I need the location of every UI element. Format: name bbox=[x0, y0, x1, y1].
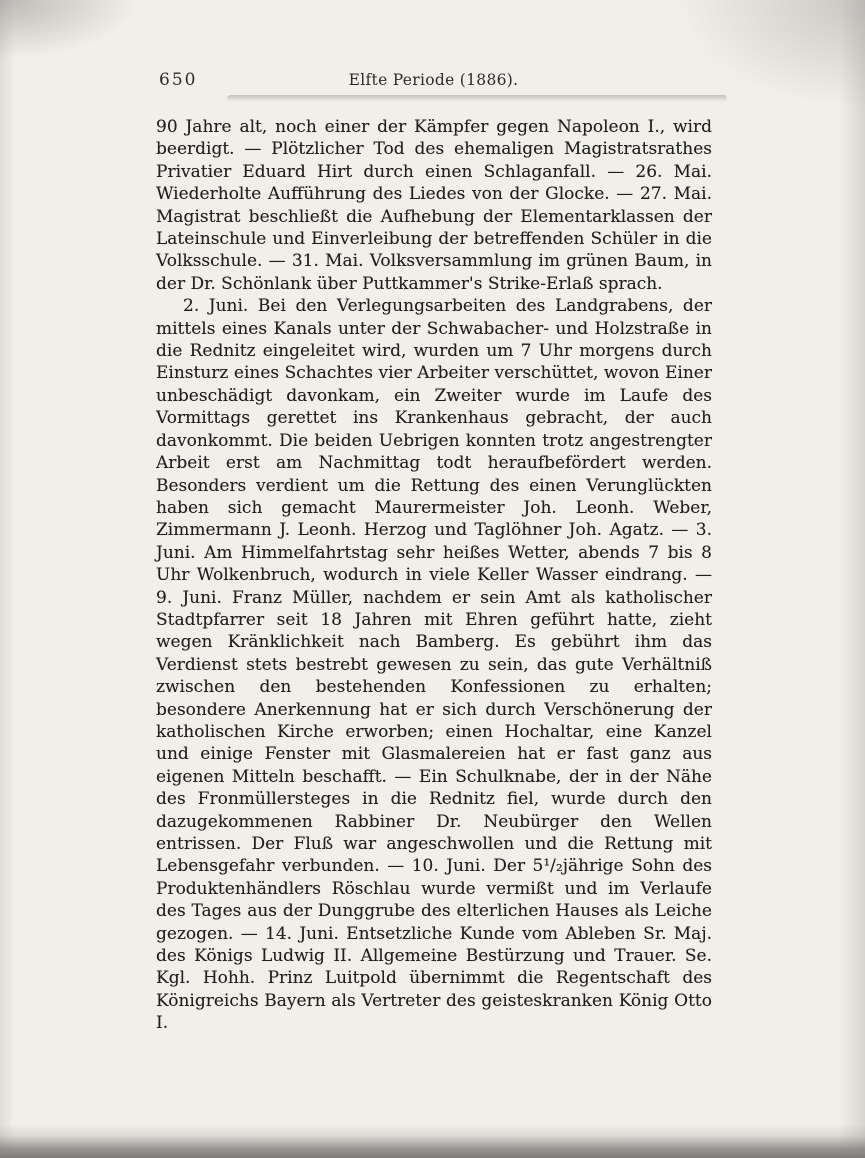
scan-shadow-left-edge bbox=[0, 0, 14, 1158]
scan-shadow-top-left bbox=[0, 0, 140, 60]
scan-shadow-bottom bbox=[0, 1124, 865, 1158]
paragraph: 90 Jahre alt, noch einer der Kämpfer gegen Napoleon I., wird beerdigt. — Plötzlicher Tod des ehemaligen Magistratsrathes Privatier Eduard Hirt durch einen Schlaganfall. — 26. Mai. Wiederholte Aufführung des Liedes von der Glocke. — 27. Mai. Magistrat beschließt die Aufhebung der Elementarklassen der Lateinschule und Einverleibung der betreffenden Schüler in die Volksschule. — 31. Mai. Volksversammlung im grünen Baum, in der Dr. Schönlank über Puttkammer's Strike-Erlaß sprach. bbox=[156, 117, 712, 294]
page-header bbox=[157, 68, 710, 98]
header-rule bbox=[227, 95, 727, 102]
page-number: 650 bbox=[159, 70, 198, 90]
scan-shadow-right-edge bbox=[839, 0, 865, 1158]
paragraph: 2. Juni. Bei den Verlegungsarbeiten des Landgrabens, der mittels eines Kanals unter der Schwabacher- und Holzstraße in die Rednitz eingeleitet wird, wurden um 7 Uhr morgens durch Einsturz eines Schachtes vier Arbeiter verschüttet, wovon Einer unbeschädigt davonkam, ein Zweiter wurde im Laufe des Vormittags gerettet ins Krankenhaus gebracht, der auch davonkommt. Die beiden Uebrigen konnten trotz angestrengter Arbeit erst am Nachmittag todt heraufbefördert werden. Besonders verdient um die Rettung des einen Verunglückten haben sich gemacht Maurermeister Joh. Leonh. Weber, Zimmermann J. Leonh. Herzog und Taglöhner Joh. Agatz. — 3. Juni. Am Himmelfahrtstag sehr heißes Wetter, abends 7 bis 8 Uhr Wolkenbruch, wodurch in viele Keller Wasser eindrang. — 9. Juni. Franz Müller, nachdem er sein Amt als katholischer Stadtpfarrer seit 18 Jahren mit Ehren geführt hatte, zieht wegen Kränklichkeit nach Bamberg. Es gebührt ihm das Verdienst stets bestrebt gewesen zu sein, das gute Verhältniß zwischen den bestehenden Konfessionen zu erhalten; besondere Anerkennung hat er sich durch Verschönerung der katholischen Kirche erworben; einen Hochaltar, eine Kanzel und einige Fenster mit Glasmalereien hat er fast ganz aus eigenen Mitteln beschafft. — Ein Schulknabe, der in der Nähe des Fronmüllersteges in die Rednitz fiel, wurde durch den dazugekommenen Rabbiner Dr. Neubürger den Wellen entrissen. Der Fluß war angeschwollen und die Rettung mit Lebensgefahr verbunden. — 10. Juni. Der 5¹/₂jährige Sohn des Produktenhändlers Röschlau wurde vermißt und im Verlaufe des Tages aus der Dunggrube des elterlichen Hauses als Leiche gezogen. — 14. Juni. Entsetzliche Kunde vom Ableben Sr. Maj. des Königs Ludwig II. Allgemeine Bestürzung und Trauer. Se. Kgl. Hohh. Prinz Luitpold übernimmt die Regentschaft des Königreichs Bayern als Vertreter des geisteskranken König Otto I. bbox=[156, 296, 712, 1034]
page-body bbox=[156, 116, 712, 1035]
running-header: Elfte Periode (1886). bbox=[348, 71, 519, 89]
